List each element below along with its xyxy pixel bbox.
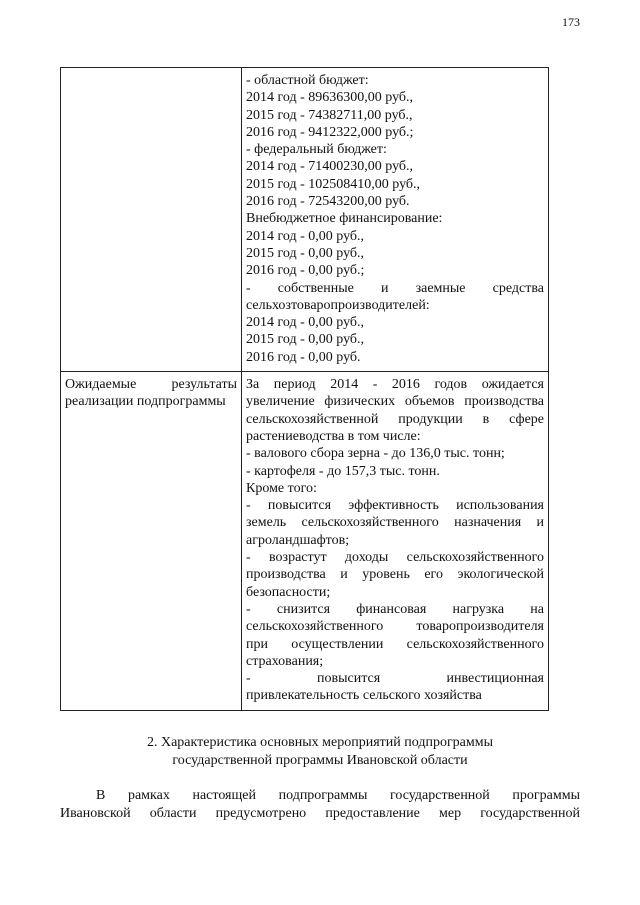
results-line: - снизится финансовая нагрузка на — [246, 601, 544, 617]
financing-line: 2015 год - 102508410,00 руб., — [246, 176, 421, 192]
expected-results-label: реализации подпрограммы — [65, 394, 226, 410]
table-cell-results — [242, 372, 549, 711]
financing-line: 2016 год - 72543200,00 руб. — [246, 194, 410, 210]
financing-line: 2016 год - 9412322,000 руб.; — [246, 124, 414, 140]
results-line: - валового сбора зерна - до 136,0 тыс. тонн; — [246, 446, 505, 462]
results-line: страхования; — [246, 653, 324, 669]
results-line: Кроме того: — [246, 480, 317, 496]
results-line: За период 2014 - 2016 годов ожидается — [246, 377, 544, 393]
results-line: земель сельскохозяйственного назначения и — [246, 515, 544, 531]
financing-line: 2016 год - 0,00 руб.; — [246, 263, 365, 279]
section-heading-line: государственной программы Ивановской области — [172, 752, 468, 768]
results-line: агроландшафтов; — [246, 532, 350, 548]
results-line: безопасности; — [246, 584, 331, 600]
page-number: 173 — [562, 15, 580, 29]
financing-line: 2014 год - 71400230,00 руб., — [246, 159, 414, 175]
results-line: при осуществлении сельскохозяйственного — [246, 636, 544, 652]
financing-line: - собственные и заемные средства — [246, 280, 544, 296]
expected-results-label: Ожидаемые результаты — [65, 377, 237, 393]
results-line: - картофеля - до 157,3 тыс. тонн. — [246, 463, 440, 479]
results-line: привлекательность сельского хозяйства — [246, 688, 482, 704]
financing-line: 2015 год - 0,00 руб., — [246, 245, 365, 261]
results-line: растениеводства в том числе: — [246, 428, 421, 444]
financing-line: Внебюджетное финансирование: — [246, 211, 443, 227]
results-line: производства и уровень его экологической — [246, 567, 544, 583]
financing-line: - федеральный бюджет: — [246, 142, 387, 158]
results-line: - возрастут доходы сельскохозяйственного — [246, 550, 544, 566]
table-row — [61, 68, 549, 372]
results-line: - повысится эффективность использования — [246, 498, 544, 514]
financing-line: 2014 год - 89636300,00 руб., — [246, 90, 414, 106]
table-cell-financing — [242, 68, 549, 372]
section-heading — [60, 734, 580, 769]
financing-line: 2014 год - 0,00 руб., — [246, 315, 365, 331]
financing-line: 2015 год - 74382711,00 руб., — [246, 107, 413, 123]
financing-line: 2016 год - 0,00 руб. — [246, 349, 361, 365]
financing-line: 2014 год - 0,00 руб., — [246, 228, 365, 244]
table-cell-label — [61, 68, 242, 372]
subprogram-passport-table — [60, 67, 549, 711]
results-line: сельскохозяйственного товаропроизводителя — [246, 619, 544, 635]
body-paragraph — [60, 787, 580, 822]
results-line: сельскохозяйственной продукции в сфере — [246, 411, 544, 427]
results-line: увеличение физических объемов производства — [246, 394, 544, 410]
financing-line: сельхозтоваропроизводителей: — [246, 297, 430, 313]
results-line: - повысится инвестиционная — [246, 671, 544, 687]
financing-line: 2015 год - 0,00 руб., — [246, 332, 365, 348]
table-row — [61, 372, 549, 711]
paragraph-line: Ивановской области предусмотрено предоставление мер государственной — [60, 805, 580, 821]
section-heading-line: 2. Характеристика основных мероприятий подпрограммы — [146, 735, 494, 750]
financing-line: - областной бюджет: — [246, 73, 369, 88]
table-cell-label — [61, 372, 242, 711]
paragraph-line: В рамках настоящей подпрограммы государственной программы — [96, 788, 580, 803]
